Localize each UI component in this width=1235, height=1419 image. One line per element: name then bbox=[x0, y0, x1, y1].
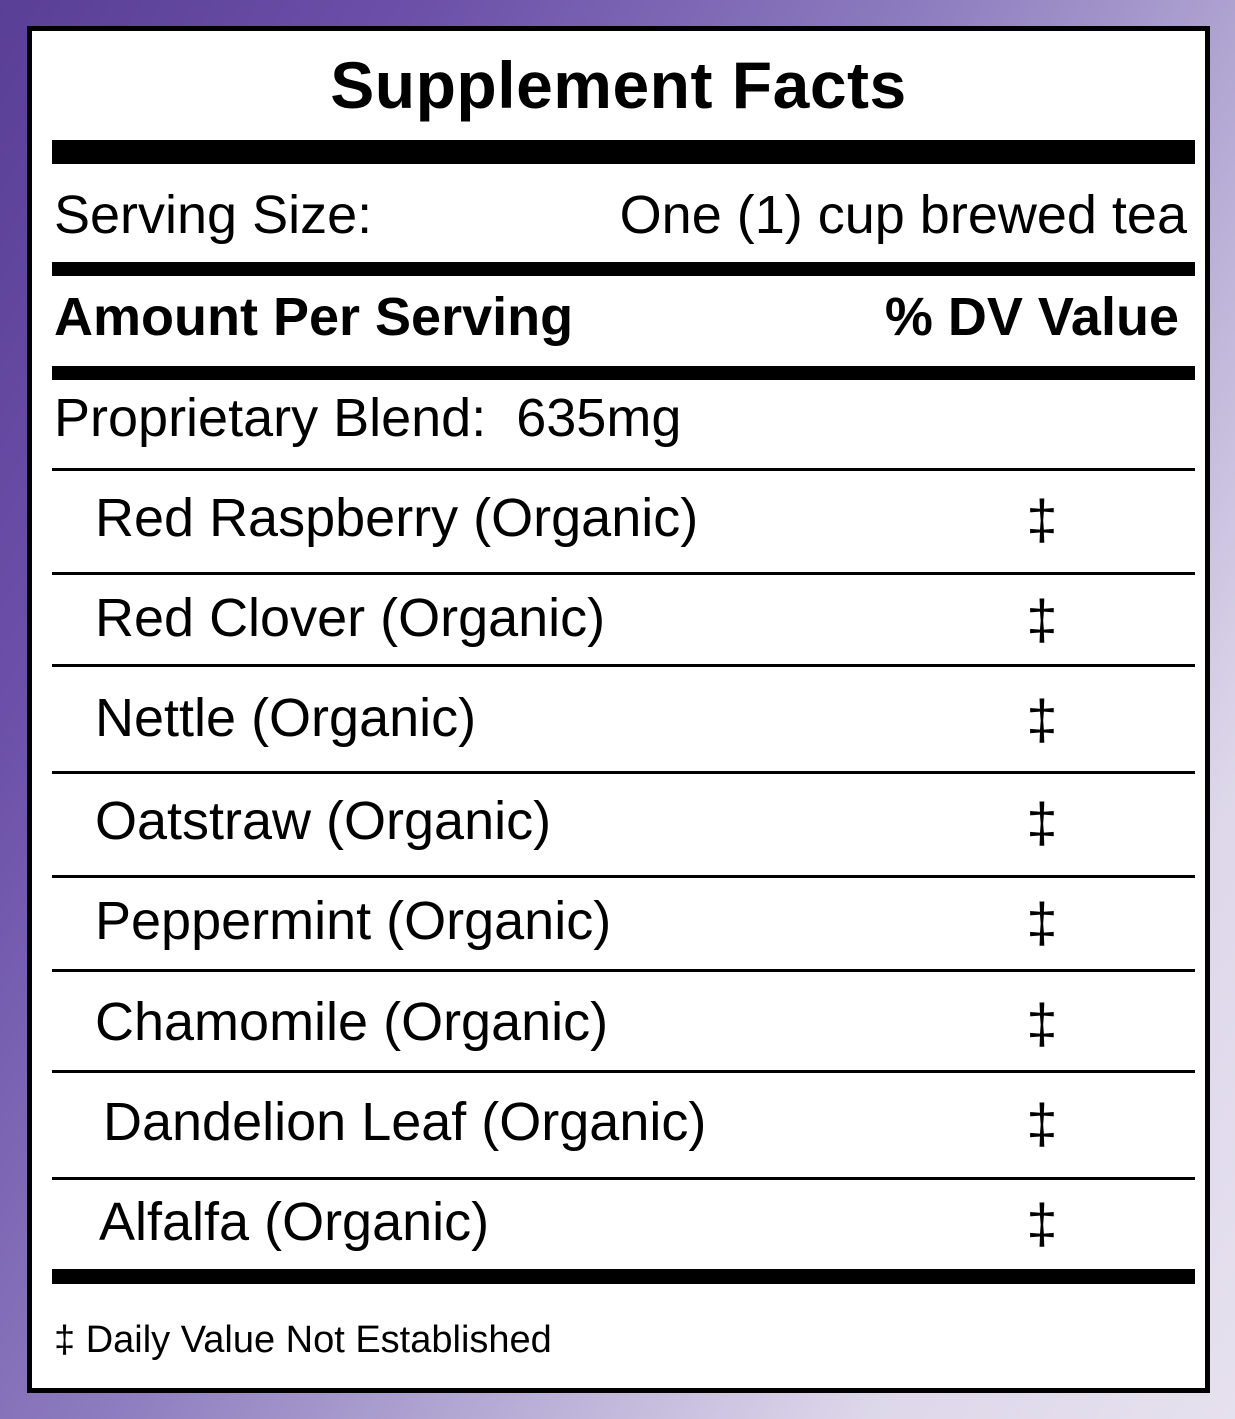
ingredient-dv: ‡ bbox=[1026, 992, 1058, 1055]
ingredient-dv: ‡ bbox=[1026, 1092, 1058, 1155]
row-divider bbox=[52, 1177, 1195, 1180]
title-divider-bar bbox=[52, 140, 1195, 164]
footnote-text: Daily Value Not Established bbox=[85, 1319, 552, 1361]
ingredient-name: Alfalfa (Organic) bbox=[99, 1192, 490, 1252]
proprietary-blend-label bbox=[54, 387, 681, 449]
panel-title: Supplement Facts bbox=[330, 48, 907, 122]
ingredient-name: Dandelion Leaf (Organic) bbox=[103, 1092, 707, 1152]
ingredient-dv: ‡ bbox=[1026, 588, 1058, 651]
ingredient-dv: ‡ bbox=[1026, 791, 1058, 854]
row-divider bbox=[52, 572, 1195, 575]
serving-size-label: Serving Size: bbox=[54, 185, 373, 245]
ingredient-name: Oatstraw (Organic) bbox=[95, 791, 552, 851]
row-divider bbox=[52, 468, 1195, 471]
serving-divider-bar bbox=[52, 262, 1195, 276]
bottom-divider-bar bbox=[52, 1269, 1195, 1284]
ingredient-name: Nettle (Organic) bbox=[95, 688, 477, 748]
ingredient-dv: ‡ bbox=[1026, 488, 1058, 551]
row-divider bbox=[52, 771, 1195, 774]
ingredient-name: Red Clover (Organic) bbox=[95, 588, 606, 648]
row-divider bbox=[52, 664, 1195, 667]
proprietary-blend-amount: 635mg bbox=[516, 388, 682, 448]
footnote-symbol: ‡ bbox=[54, 1319, 76, 1361]
serving-size-value: One (1) cup brewed tea bbox=[619, 185, 1187, 245]
header-divider-bar bbox=[52, 366, 1195, 380]
ingredient-name: Peppermint (Organic) bbox=[95, 891, 612, 951]
ingredient-name: Red Raspberry (Organic) bbox=[95, 488, 699, 548]
footnote bbox=[54, 1319, 552, 1362]
row-divider bbox=[52, 875, 1195, 878]
row-divider bbox=[52, 969, 1195, 972]
row-divider bbox=[52, 1070, 1195, 1073]
dv-value-label: % DV Value bbox=[884, 287, 1179, 347]
ingredient-dv: ‡ bbox=[1026, 891, 1058, 954]
ingredient-name: Chamomile (Organic) bbox=[95, 992, 609, 1052]
ingredient-dv: ‡ bbox=[1026, 688, 1058, 751]
amount-per-serving-label: Amount Per Serving bbox=[54, 287, 574, 347]
supplement-facts-panel bbox=[27, 26, 1210, 1393]
ingredient-dv: ‡ bbox=[1026, 1192, 1058, 1255]
proprietary-blend-name: Proprietary Blend: bbox=[54, 388, 487, 448]
